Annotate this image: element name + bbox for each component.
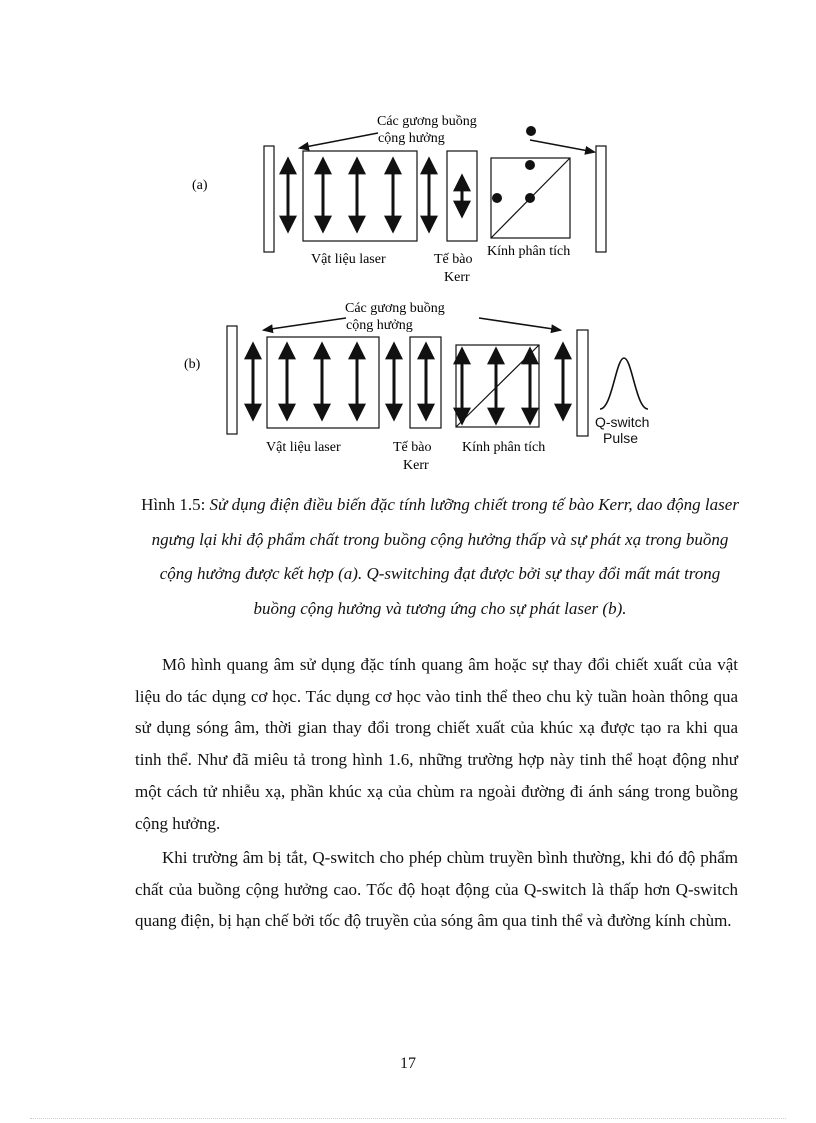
kerr-cell-label-a-line1: Tế bào: [434, 252, 473, 267]
kerr-cell-label-b-line2: Kerr: [403, 458, 429, 473]
caption-lead: Hình 1.5:: [141, 495, 210, 514]
left-mirror-b: [227, 326, 237, 434]
laser-material-box-a: [303, 151, 417, 241]
polarization-dots-a: [492, 126, 536, 203]
caption-text: Sử dụng điện điều biến đặc tính lưỡng chiết trong tế bào Kerr, dao động laser ngưng lại khi độ phẩm chất trong buồng cộng hưởng thấp và sự phát xạ trong buồng cộng hưởng được kết hợp (a). Q-switching đạt được bởi sự thay đổi mất mát trong buồng cộng hưởng và tương ứng cho sự phát laser (b).: [151, 495, 739, 618]
mirrors-label-b-line1: Các gương buồng: [345, 301, 445, 316]
pulse-label-line1: Q-switch: [595, 414, 650, 430]
mirror-arrow-left-a: [300, 133, 378, 148]
polarization-arrows-a: [288, 160, 462, 230]
mirrors-label-a-line1: Các gương buồng: [377, 114, 477, 129]
mirror-arrow-right-a: [530, 140, 594, 152]
kerr-cell-label-a-line2: Kerr: [444, 270, 470, 285]
panel-b: [227, 318, 648, 436]
laser-material-label-b: Vật liệu laser: [266, 440, 341, 455]
panel-a-label: (a): [192, 178, 208, 193]
mirror-arrow-right-b: [479, 318, 560, 330]
left-mirror-a: [264, 146, 274, 252]
right-mirror-a: [596, 146, 606, 252]
q-switch-pulse-curve: [600, 358, 648, 409]
mirrors-label-a-line2: cộng hưởng: [378, 131, 445, 146]
body-paragraph-2: Khi trường âm bị tắt, Q-switch cho phép chùm truyền bình thường, khi đó độ phẩm chất của buồng cộng hưởng cao. Tốc độ hoạt động của Q-switch là thấp hơn Q-switch quang điện, bị hạn chế bởi tốc độ truyền của sóng âm qua tinh thể và đường kính chùm.: [135, 848, 738, 931]
mirrors-label-b-line2: cộng hưởng: [346, 318, 413, 333]
page-number: 17: [400, 1055, 416, 1072]
analyzer-label-a: Kính phân tích: [487, 244, 571, 259]
figure-caption: [138, 488, 742, 626]
footer-divider: [30, 1118, 786, 1119]
body-paragraph-1: Mô hình quang âm sử dụng đặc tính quang âm hoặc sự thay đổi chiết xuất của vật liệu do tác dụng cơ học. Tác dụng cơ học vào tinh thể theo chu kỳ tuần hoàn thông qua sử dụng sóng âm, thời gian thay đổi trong chiết xuất của khúc xạ được tạo ra khi qua tinh thể. Như đã miêu tả trong hình 1.6, những trường hợp này tinh thể hoạt động như một cách tử nhiễu xạ, phần khúc xạ của chùm ra ngoài đường đi ánh sáng trong buồng cộng hưởng.: [135, 655, 738, 833]
right-mirror-b: [577, 330, 588, 436]
polarization-arrows-b: [253, 345, 563, 422]
figure-1-5-diagram: [0, 0, 816, 480]
laser-material-label-a: Vật liệu laser: [311, 252, 386, 267]
panel-b-label: (b): [184, 357, 201, 372]
analyzer-label-b: Kính phân tích: [462, 440, 546, 455]
pulse-label-line2: Pulse: [603, 430, 639, 446]
mirror-arrow-left-b: [264, 318, 346, 330]
kerr-cell-label-b-line1: Tế bào: [393, 440, 432, 455]
